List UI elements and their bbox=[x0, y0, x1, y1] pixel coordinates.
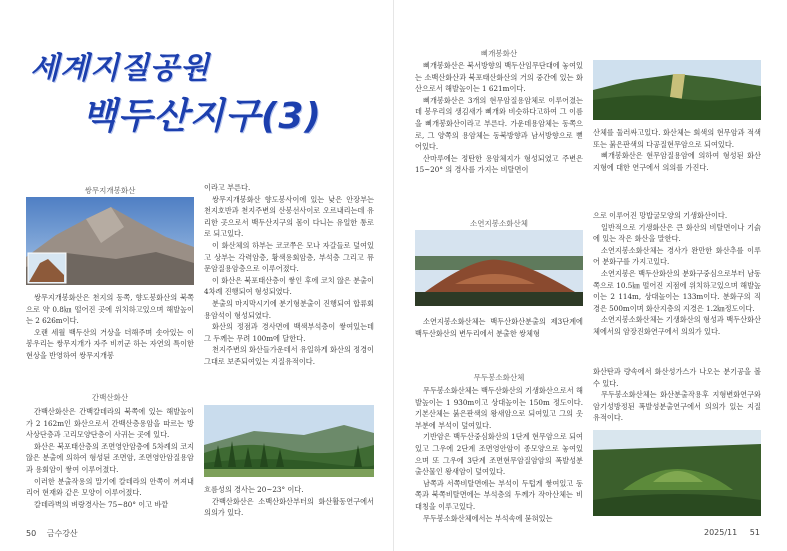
text-block-ganbaeksan-2 bbox=[204, 484, 374, 524]
paragraph: 산체를 둘러싸고있다. 화산체는 회색의 현무암과 적색 또는 붉은판색의 다공질현무암으로 되여있다. bbox=[593, 128, 761, 149]
paragraph: 산마루에는 정탄한 용암체지가 형성되였고 주변은 15~20° 의 경사를 가지는 비탈면이 bbox=[415, 153, 583, 175]
paragraph: 간백산화산은 소백산화산부터의 화산활동연구에서 의의가 있다. bbox=[204, 496, 374, 518]
paragraph: 소연지봉소화산체는 백두산화산분출의 제3단계에 백두산화산의 변두리에서 분출한 쌍체형 bbox=[415, 317, 583, 338]
headline-line1: 세계지질공원 bbox=[30, 51, 210, 86]
paragraph: 오랜 세월 백두산의 거상을 더해주며 솟아있는 이 봉우리는 쌍무지개가 자주 비끼군 하는 자연의 특이한 현상을 반영하여 쌍무지개봉 bbox=[26, 327, 194, 360]
paragraph: 무두봉소화산체는 화산분출작용후 지형변화연구와 암기성방정된 폭발성분출연구에서 의의가 있는 지질유적이다. bbox=[593, 390, 761, 423]
page-gutter bbox=[393, 0, 394, 551]
paragraph: 으로 이루어진 망밥굴모양의 기생화산이다. bbox=[593, 211, 728, 220]
caption-ssangmujigae: 쌍무지개봉화산 bbox=[84, 186, 136, 195]
paragraph: 기반암은 백두산중심화산의 1단계 현무암으로 되여있고 그우에 2단계 조면영안암이 종모양으로 놓여있으며 또 그우에 3단계 조면현무암질암암의 폭발성분출산물인 왕새암이 덮여있다. bbox=[415, 432, 583, 477]
folio-left bbox=[26, 528, 78, 539]
paragraph: 남쪽과 서쪽비탈면에는 부석이 두텁게 쌓여있고 동쪽과 북쪽비탈면에는 부석층의 두께가 작아산체는 비대칭을 이루고있다. bbox=[415, 478, 583, 511]
paragraph: 무두봉소화산체는 백두산화산의 기생화산으로서 해발높이는 1 930m이고 상대높이는 150m 정도이다. 기본산체는 붉은판색의 왕새암으로 되여있고 그의 옷부분에 부석이 덮여있다. bbox=[415, 386, 583, 430]
caption-mudubong: 무두봉소화산체 bbox=[473, 373, 525, 382]
paragraph: 삐개봉화산은 3개의 현무암질용암체로 이루어졌는데 봉우리의 생김새가 삐개와 비슷하다고하여 그 이름을 삐개봉화산이라고 부른다. 가운데용암체는 동쪽으로, 그 양쪽의 용암체는 동북방향과 남서방향으로 뻗어있다. bbox=[415, 95, 583, 152]
photo-ssangmujigae-volcano bbox=[26, 197, 194, 285]
paragraph: 이러한 분출작용의 말기에 칼데라의 안쪽이 꺼져내리어 현재와 같은 모양이 이루어졌다. bbox=[26, 476, 194, 498]
text-block-ppigaebong-1 bbox=[415, 60, 583, 180]
text-block-mudubong-2 bbox=[593, 366, 761, 424]
photo-ppigaebong-ridge bbox=[593, 60, 761, 120]
paragraph: 소연지봉소화산체는 기생화산의 형성과 백두산화산체에서의 암장진화연구에서 의의가 있다. bbox=[593, 315, 761, 336]
headline-line2: 백두산지구(3) bbox=[82, 96, 322, 137]
paragraph: 쌍무지개봉화산 향도봉사이에 있는 낮은 안장부는 천지호반과 천지주변의 산봉선사이로 오르내리는데 유리한 곳으로서 백두산지구의 몸이 다니는 유일한 통로로 되고있다. bbox=[204, 194, 374, 239]
text-block-ssangmujigae-1 bbox=[26, 292, 194, 388]
paragraph: 일반적으로 기생화산은 큰 화산의 비탈면이나 기슭에 있는 작은 화산을 말한다. bbox=[593, 222, 761, 244]
paragraph: 이 화산체의 하부는 코코쭈은 모나 자갈들로 덮여있고 상부는 각력암층, 황색용회암층, 부석층 그리고 뮤문암질용암층으로 이루어졌다. bbox=[204, 240, 374, 274]
paragraph: 소연지봉소화산체는 경사가 완만한 화산추를 이루어 분화구를 가지고있다. bbox=[593, 245, 761, 267]
text-block-mudubong-1 bbox=[415, 385, 583, 525]
paragraph: 이라고 부른다. bbox=[204, 183, 251, 192]
paragraph: 분출의 마지막시기에 분기형분출이 진행되여 합류회용암석이 형성되였다. bbox=[204, 298, 374, 320]
text-block-soyeonjibong-1 bbox=[415, 316, 583, 366]
paragraph: 무두봉소화산체에서는 부석속에 묻혀있는 bbox=[423, 513, 553, 523]
paragraph: 흐름성의 경사는 20~23° 이다. bbox=[204, 485, 304, 494]
paragraph: 화산의 정점과 경사면에 백색부석층이 쌓여있는데 그 두께는 무려 100m에 달한다. bbox=[204, 322, 374, 343]
paragraph: 삐개봉화산은 현무암질용암에 의하여 형성된 화산지형에 대한 연구에서 의의를 가진다. bbox=[593, 151, 761, 172]
page-number-right: 51 bbox=[749, 528, 760, 537]
paragraph: 간백산화산은 간백칼데라의 북쪽에 있는 해발높이가 2 162m인 화산으로서 간백산층용암을 따르는 방사상단층과 고리모양단층이 사귀는 곳에 있다. bbox=[26, 407, 194, 440]
photo-ganbaeksan-forest bbox=[204, 405, 374, 477]
paragraph: 삐개봉화산은 북서방향의 백두산임무단대에 놓여있는 소백산화산과 북포태산화산의 거의 중간에 있는 화산으로서 해발높이는 1 621m이다. bbox=[415, 61, 583, 94]
magazine-name: 금수강산 bbox=[46, 529, 78, 538]
paragraph: 이 화산은 북포태산층이 쌓인 후에 코치 않은 분출이 4차례 진행되여 형성되였다. bbox=[204, 275, 374, 297]
paragraph: 화산탄과 량속에서 화산성가스가 나오는 분기공을 볼수 있다. bbox=[593, 367, 761, 388]
folio-right bbox=[704, 528, 760, 537]
text-block-ssangmujigae-2 bbox=[204, 182, 374, 392]
caption-ganbaeksan: 간백산화산 bbox=[91, 393, 129, 402]
caption-soyeonjibong: 소연지봉소화산체 bbox=[470, 219, 528, 228]
page-number-left: 50 bbox=[26, 529, 37, 538]
photo-soyeonjibong-cone bbox=[415, 230, 583, 306]
caption-ppigaebong: 삐개봉화산 bbox=[480, 49, 518, 58]
text-block-soyeonjibong-2 bbox=[593, 210, 761, 360]
photo-mudubong-forest bbox=[593, 430, 761, 516]
issue-date: 2025/11 bbox=[704, 528, 738, 537]
paragraph: 천지주변의 화산들가운데서 유일하게 화산의 정경이 그대로 보존되여있는 지질유적이다. bbox=[204, 345, 374, 366]
text-block-ganbaeksan-1 bbox=[26, 406, 194, 524]
paragraph: 칼데라벽의 벼랑경사는 75~80° 이고 바깥 bbox=[34, 499, 169, 509]
paragraph: 화산은 북포태산층의 조면영안암층에 5차례의 코지 않은 분출에 의하여 형성된 조면암, 조면영안암질용암과 용회암이 쌓여 이루어졌다. bbox=[26, 441, 194, 474]
paragraph: 소연지봉은 백두산화산의 분화구중심으로부터 남동쪽으로 10.5㎞ 떨어진 지점에 위치하고있으며 해발높이는 2 114m, 상대높이는 133m이다. 분화구의 직경은 500m이며 화산지층의 지경은 1.2㎞정도이다. bbox=[593, 268, 761, 313]
text-block-ppigaebong-2 bbox=[593, 127, 761, 179]
paragraph: 쌍무지개봉화산은 천지의 동쪽, 향도봉화산의 북쪽으로 약 0.8㎞ 떨어진 곳에 위치하고있으며 해발높이는 2 626m이다. bbox=[26, 293, 194, 326]
